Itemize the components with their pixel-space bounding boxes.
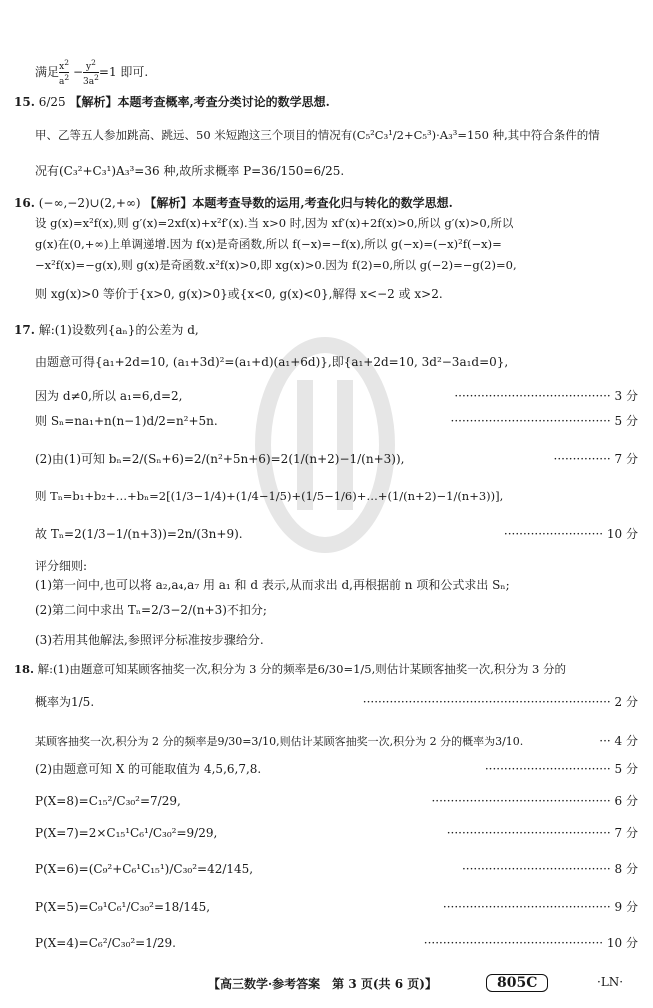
score: ·········································· 5 分 xyxy=(450,414,638,428)
question-number: 17. xyxy=(14,323,35,337)
footer-tag: ·LN· xyxy=(597,975,624,989)
score: ········································· 3 分 xyxy=(454,389,638,403)
text-line: 某顾客抽奖一次,积分为 2 分的频率是9/30=3/10,则估计某顾客抽奖一次,积分为 2 分的概率为3/10. xyxy=(35,735,524,748)
text-line: 设 g(x)=x²f(x),则 g′(x)=2xf(x)+x²f′(x).当 x>0 时,因为 xf′(x)+2f(x)>0,所以 g′(x)>0,所以 xyxy=(35,216,514,230)
question-15-header xyxy=(14,95,330,110)
text-line: P(X=6)=(C₉²+C₆¹C₁₅¹)/C₃₀²=42/145, xyxy=(35,862,254,876)
score: ··············· 7 分 xyxy=(553,452,638,466)
text-line: P(X=8)=C₁₅²/C₃₀²=7/29, xyxy=(35,794,181,808)
text-line: g(x)在(0,+∞)上单调递增.因为 f(x)是奇函数,所以 f(−x)=−f(x),所以 g(−x)=(−x)²f(−x)= xyxy=(35,237,502,251)
question-number: 18. xyxy=(14,662,35,676)
score: ··············································· 6 分 xyxy=(431,794,638,808)
text-line: (1)第一问中,也可以将 a₂,a₄,a₇ 用 a₁ 和 d 表示,从而求出 d,再根据前 n 项和公式求出 Sₙ; xyxy=(35,578,510,592)
text-line: 概率为1/5. xyxy=(35,695,95,709)
text-line: P(X=5)=C₉¹C₆¹/C₃₀²=18/145, xyxy=(35,900,211,914)
text-line: 况有(C₃²+C₃¹)A₃³=36 种,故所求概率 P=36/150=6/25. xyxy=(35,164,345,178)
text-line: 解:(1)由题意可知某顾客抽奖一次,积分为 3 分的频率是6/30=1/5,则估计某顾客抽奖一次,积分为 3 分的 xyxy=(37,662,567,676)
answer: 6/25 xyxy=(38,95,66,109)
text-line: 则 xg(x)>0 等价于{x>0, g(x)>0}或{x<0, g(x)<0},解得 x<−2 或 x>2. xyxy=(35,287,443,301)
text-line: (2)由题意可知 X 的可能取值为 4,5,6,7,8. xyxy=(35,762,262,776)
score: ··············································· 10 分 xyxy=(423,936,638,950)
text-line: (2)由(1)可知 bₙ=2/(Sₙ+6)=2/(n²+5n+6)=2(1/(n+2)−1/(n+3)), xyxy=(35,452,405,466)
score: ································· 5 分 xyxy=(484,762,638,776)
text-line: 则 Tₙ=b₁+b₂+…+bₙ=2[(1/3−1/4)+(1/4−1/5)+(1/5−1/6)+…+(1/(n+2)−1/(n+3))], xyxy=(35,489,504,503)
text-line: 甲、乙等五人参加跳高、跳远、50 米短跑这三个项目的情况有(C₅²C₃¹/2+C₅³)·A₃³=150 种,其中符合条件的情 xyxy=(35,128,600,142)
question-number: 16. xyxy=(14,196,35,210)
question-17-header xyxy=(14,323,199,338)
score: ······································· 8 分 xyxy=(461,862,638,876)
footer-title: 【高三数学·参考答案 第 3 页(共 6 页)】 xyxy=(208,977,437,991)
analysis-label: 【解析】本题考查导数的运用,考查化归与转化的数学思想. xyxy=(144,196,453,210)
answer: (−∞,−2)∪(2,+∞) xyxy=(38,196,141,210)
text-line: (3)若用其他解法,参照评分标准按步骤给分. xyxy=(35,633,264,647)
text-line: 因为 d≠0,所以 a₁=6,d=2, xyxy=(35,389,183,403)
text-line: 则 Sₙ=na₁+n(n−1)d/2=n²+5n. xyxy=(35,414,218,428)
question-18-header xyxy=(14,662,566,677)
score: ··········································· 7 分 xyxy=(446,826,638,840)
text-line: 满足 $\frac{x^2}{a^2}$ − $\frac{y^2}{3a^2}$ =1 即可. xyxy=(35,58,149,87)
question-number: 15. xyxy=(14,95,35,109)
score: ············································ 9 分 xyxy=(442,900,638,914)
text-line: 评分细则: xyxy=(35,559,88,573)
footer-code: 805C xyxy=(486,975,548,991)
text-line: 故 Tₙ=2(1/3−1/(n+3))=2n/(3n+9). xyxy=(35,527,243,541)
text-line: (2)第二问中求出 Tₙ=2/3−2/(n+3)不扣分; xyxy=(35,603,267,617)
text-line: P(X=4)=C₆²/C₃₀²=1/29. xyxy=(35,936,176,950)
text-line: −x²f(x)=−g(x),则 g(x)是奇函数.x²f(x)>0,即 xg(x)>0.因为 f(2)=0,所以 g(−2)=−g(2)=0, xyxy=(35,258,517,272)
analysis-label: 【解析】本题考查概率,考查分类讨论的数学思想. xyxy=(69,95,330,109)
score: ··· 4 分 xyxy=(599,734,638,748)
text-line: P(X=7)=2×C₁₅¹C₆¹/C₃₀²=9/29, xyxy=(35,826,218,840)
question-16-header xyxy=(14,196,453,211)
score: ·························· 10 分 xyxy=(503,527,638,541)
text-line: 解:(1)设数列{aₙ}的公差为 d, xyxy=(38,323,199,337)
text-line: 由题意可得{a₁+2d=10, (a₁+3d)²=(a₁+d)(a₁+6d)},即{a₁+2d=10, 3d²−3a₁d=0}, xyxy=(35,355,509,369)
score: ································································· 2 分 xyxy=(362,695,638,709)
